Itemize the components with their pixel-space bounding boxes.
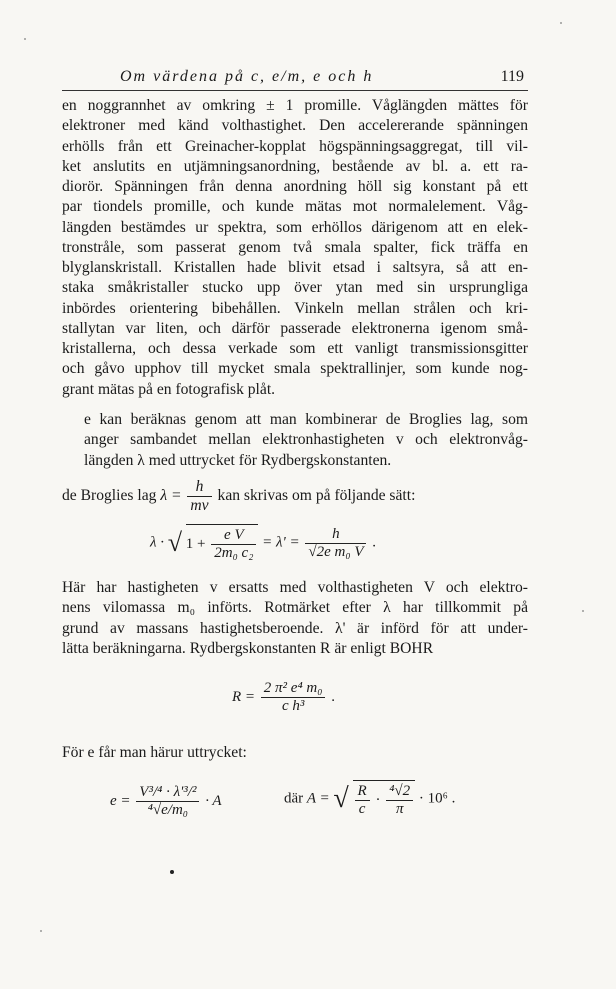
text-line: en noggrannhet av omkring ± 1 promille. Våglängden mättes för: [62, 97, 528, 114]
e-fraction: [136, 784, 199, 819]
paragraph-2: [62, 410, 528, 471]
page-number: 119: [500, 68, 524, 85]
header-title: Om värdena på c, e/m, e och h: [120, 68, 374, 85]
lambda-eq: λ =: [160, 487, 182, 505]
text-line: e kan beräknas genom att man kombinerar de Broglies lag, som: [84, 411, 528, 428]
text-line: grant mätas på en fotografisk plåt.: [62, 380, 276, 398]
text-line: elektroner med känd volthastighet. Den accelererande spänningen: [62, 117, 528, 135]
paper-speck: [24, 38, 26, 40]
paragraph-1: [62, 96, 528, 400]
frac-num: R: [355, 783, 370, 801]
text-line: tronstråle, som passerat genom två smala spalter, fick träffa en: [62, 238, 528, 256]
dar-word: där: [284, 790, 304, 807]
frac-num: h: [305, 526, 366, 544]
paper-speck: [582, 610, 584, 612]
frac-den: mv: [190, 497, 209, 514]
text-line: grund av massans hastighetsberoende. λ' är införd för att under-: [62, 619, 528, 637]
e-tail: · A: [205, 792, 222, 809]
frac-den: c h³: [281, 698, 305, 714]
paper-speck: [560, 22, 562, 24]
frac-den: 2m₀ c₂: [214, 545, 254, 561]
running-header: [62, 68, 528, 91]
formula-end: .: [372, 534, 376, 551]
frac-num: h: [187, 478, 211, 497]
a-lhs: A =: [306, 790, 330, 807]
text-line: Här har hastigheten v ersatts med volthastigheten V och elektro-: [62, 579, 528, 596]
sqrt-sign-icon: √: [333, 783, 349, 814]
text-line: kristallerna, och dessa verkade som ett vanligt transmissionsgitter: [62, 340, 528, 357]
text-line: staka småkristaller stucko upp över ytan med sin ursprungliga: [62, 279, 528, 297]
root2-over-pi: [386, 783, 413, 818]
h-over-root: [305, 526, 366, 561]
ev-over-2m0c2: [211, 527, 256, 562]
lambda-prime-eq: = λ' =: [262, 534, 300, 551]
sqrt-radicand: [186, 524, 259, 562]
text-line: lätta beräkningarna. Rydbergskonstanten R är enligt BOHR: [62, 639, 434, 657]
sqrt-radicand: [353, 780, 416, 818]
for-e-line: För e får man härur uttrycket:: [62, 744, 247, 761]
frac-den: c: [358, 801, 366, 817]
a-tail: · 10⁶ .: [418, 790, 456, 807]
frac-num: ⁴√2: [386, 783, 413, 801]
r-over-c: [355, 783, 370, 818]
e-lhs: e =: [110, 792, 131, 809]
paragraph-3: [62, 578, 528, 659]
text-line: diorör. Spänningen från denna anordning höll sig konstant på ett: [62, 178, 528, 195]
text-line: erhölls från ett Greinacher-kopplat högspänningsaggregat, till vil-: [62, 137, 528, 155]
frac-den: π: [395, 801, 404, 817]
text-line: anger sambandet mellan elektronhastigheten v och elektronvåg-: [84, 431, 528, 449]
paper-speck: [40, 930, 42, 932]
text-line: stallytan var liten, och därför passerade elektronerna igenom små-: [62, 319, 528, 337]
text-line: och gåvo upphov till mycket smala spektrallinjer, som kunde nog-: [62, 360, 528, 378]
r-lhs: R =: [232, 688, 256, 705]
text-line: längden bestämdes ur spektra, som erhöllos därigenom att en elek-: [62, 218, 528, 236]
text-line: par tiondels promille, och kunde mätas mot normalelement. Våg-: [62, 198, 528, 216]
rydberg-fraction: [261, 680, 326, 715]
text-line: ket anslutits en utjämningsanordning, bestående av bl. a. ett ra-: [62, 157, 528, 175]
frac-num: 2 π² e⁴ m₀: [261, 680, 326, 698]
lambda-formula: [150, 524, 376, 562]
frac-den: ⁴√e/m₀: [147, 802, 189, 818]
broglie-formula-line: [62, 478, 528, 515]
a-formula: [284, 780, 455, 818]
frac-num: e V: [211, 527, 256, 545]
e-formula: [110, 784, 222, 819]
text-line: nens vilomassa m₀ införts. Rotmärket efter λ har tillkommit på: [62, 599, 528, 617]
text-line: inbördes orientering bibehållen. Vinkeln mellan strålen och kri-: [62, 299, 528, 317]
frac-den: √2e m₀ V: [308, 543, 364, 560]
text-line: längden λ med uttrycket för Rydbergskonstanten.: [84, 451, 392, 469]
broglie-intro: de Broglies lag: [62, 487, 157, 505]
sqrt-sign-icon: √: [167, 528, 183, 557]
ink-dot: [170, 870, 174, 874]
text-line: blyglanskristall. Kristallen hade blivit etsad i saltsyra, så att en-: [62, 259, 528, 276]
one-plus: 1 +: [185, 535, 206, 552]
mid-dot: ·: [375, 791, 381, 808]
rydberg-formula: [232, 680, 335, 715]
formula-end: .: [331, 688, 335, 705]
h-over-mv: [187, 478, 211, 515]
broglie-outro: kan skrivas om på följande sätt:: [217, 487, 416, 505]
lambda-lhs: λ ·: [150, 534, 164, 551]
frac-num: V³/⁴ · λ'³/²: [136, 784, 199, 802]
